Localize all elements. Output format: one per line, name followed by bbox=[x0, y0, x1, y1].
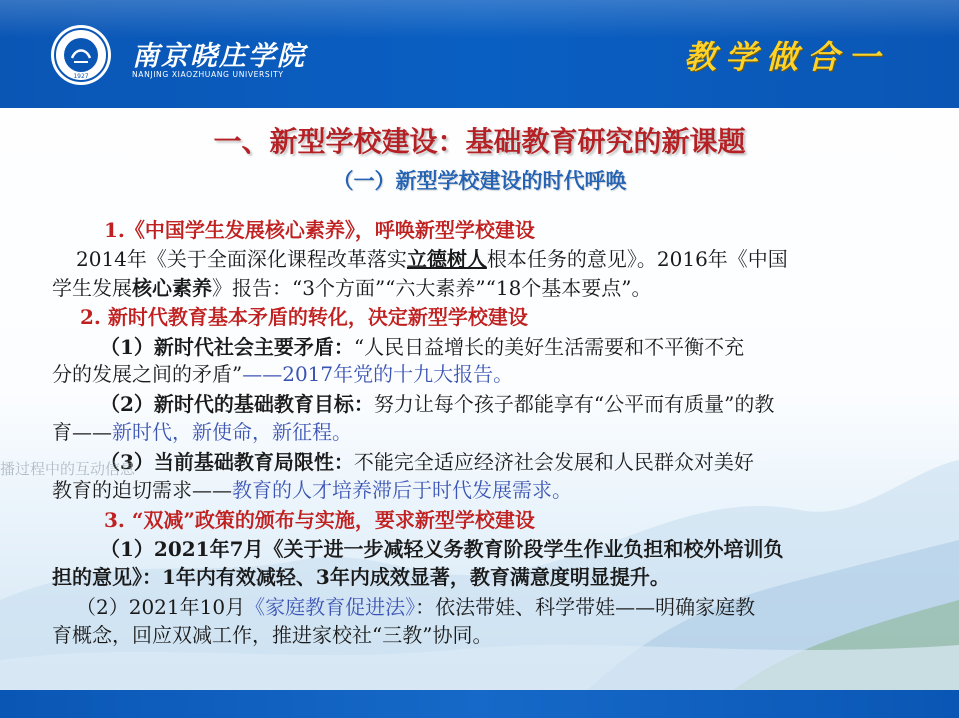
slide-subtitle: （一）新型学校建设的时代呼唤 bbox=[332, 169, 627, 193]
school-name-en: NANJING XIAOZHUANG UNIVERSITY bbox=[132, 70, 284, 79]
section-2-point-1: （1）新时代社会主要矛盾：“人民日益增长的美好生活需要和不平衡不充 bbox=[100, 335, 745, 359]
section-1-line-1: 2014年《关于全面深化课程改革落实立德树人根本任务的意见》。2016年《中国 bbox=[76, 247, 788, 271]
svg-text:1927: 1927 bbox=[73, 73, 89, 80]
footer-bar bbox=[0, 690, 959, 718]
section-3-point-2-line-2: 育概念，回应双减工作，推进家校社“三教”协同。 bbox=[52, 623, 493, 647]
section-2-point-2-line-2: 育——新时代，新使命，新征程。 bbox=[52, 420, 352, 444]
section-3-heading: 3. “双减”政策的颁布与实施，要求新型学校建设 bbox=[104, 508, 535, 532]
section-2-point-3-line-2: 教育的迫切需求——教育的人才培养滞后于时代发展需求。 bbox=[52, 478, 572, 502]
school-motto: 教学做合一 bbox=[684, 38, 890, 76]
section-1-line-2: 学生发展核心素养》报告：“3个方面”“六大素养”“18个基本要点”。 bbox=[52, 276, 652, 300]
section-3-point-1-line-2: 担的意见》：1年内有效减轻、3年内成效显著，教育满意度明显提升。 bbox=[52, 565, 670, 589]
section-2-point-1-line-2: 分的发展之间的矛盾”——2017年党的十九大报告。 bbox=[52, 362, 514, 386]
section-3-point-2: （2）2021年10月《家庭教育促进法》：依法带娃、科学带娃——明确家庭教 bbox=[76, 595, 756, 619]
section-2-heading: 2. 新时代教育基本矛盾的转化，决定新型学校建设 bbox=[80, 305, 528, 329]
live-stream-watermark: 播过程中的互动信息 bbox=[0, 460, 136, 478]
section-2-point-3: （3）当前基础教育局限性：不能完全适应经济社会发展和人民群众对美好 bbox=[100, 450, 754, 474]
slide-title: 一、新型学校建设：基础教育研究的新课题 bbox=[213, 125, 746, 158]
section-2-point-2: （2）新时代的基础教育目标：努力让每个孩子都能享有“公平而有质量”的教 bbox=[100, 392, 775, 416]
section-3-point-1: （1）2021年7月《关于进一步减轻义务教育阶段学生作业负担和校外培训负 bbox=[100, 537, 784, 561]
university-logo-icon bbox=[50, 24, 112, 86]
school-name-cn: 南京晓庄学院 bbox=[132, 41, 306, 72]
section-1-heading: 1.《中国学生发展核心素养》，呼唤新型学校建设 bbox=[104, 218, 535, 242]
